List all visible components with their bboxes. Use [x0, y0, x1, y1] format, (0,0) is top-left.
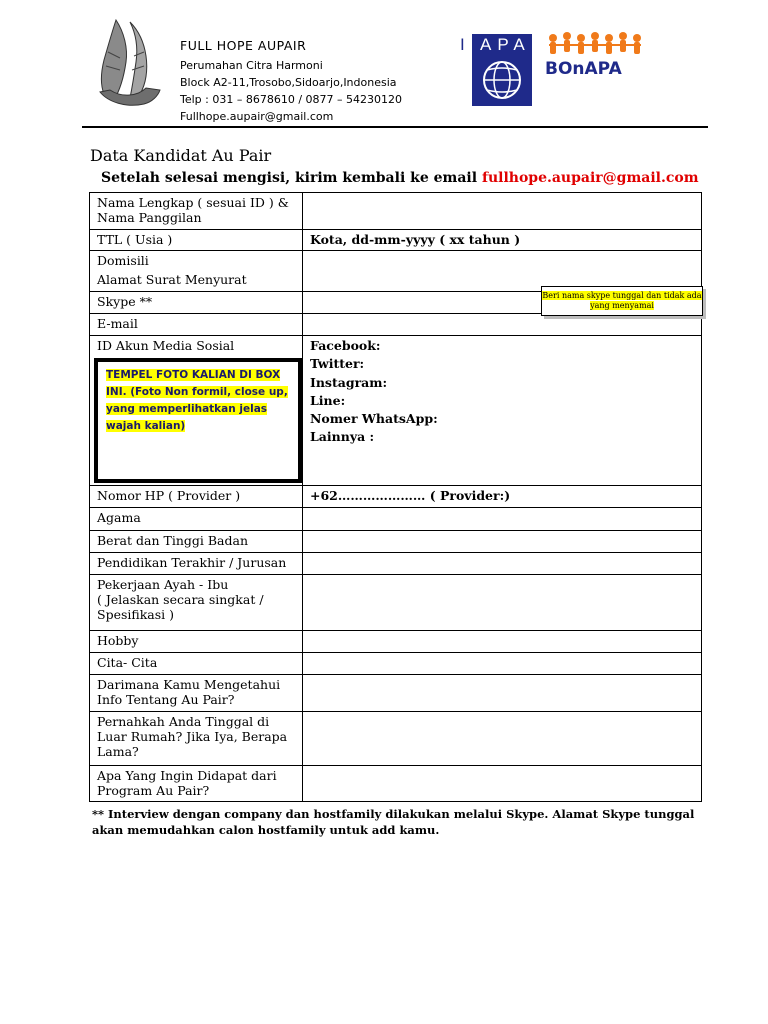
- sosmed-label: ID Akun Media Sosial: [90, 336, 303, 486]
- nama-value[interactable]: [303, 193, 702, 230]
- hobby-label: Hobby: [90, 631, 303, 653]
- nama-label: Nama Lengkap ( sesuai ID ) & Nama Panggilan: [90, 193, 303, 230]
- praying-hands-icon: [86, 12, 164, 112]
- instruction-text: Setelah selesai mengisi, kirim kembali ke email: [101, 170, 482, 186]
- table-row: [90, 766, 702, 802]
- harapan-label: Apa Yang Ingin Didapat dari Program Au Pair?: [90, 766, 303, 802]
- tinggal-label: Pernahkah Anda Tinggal di Luar Rumah? Jika Iya, Berapa Lama?: [90, 712, 303, 766]
- table-row: [90, 193, 702, 230]
- email-value[interactable]: [303, 314, 702, 336]
- agama-value[interactable]: [303, 508, 702, 531]
- table-row: [90, 712, 702, 766]
- email-label: E-mail: [90, 314, 303, 336]
- skype-note-text: Beri nama skype tunggal dan tidak ada yang menyamai: [542, 291, 702, 310]
- email-line: Fullhope.aupair@gmail.com: [180, 110, 334, 123]
- iapa-letters: APA: [480, 35, 531, 54]
- people-chain-icon: [549, 32, 641, 54]
- tinggal-value[interactable]: [303, 712, 702, 766]
- footnote: ** Interview dengan company dan hostfamily dilakukan melalui Skype. Alamat Skype tunggal akan memudahkan calon hostfamily untuk add kamu.: [92, 807, 695, 837]
- header-divider: [82, 126, 708, 128]
- phone-line: Telp : 031 – 8678610 / 0877 – 54230120: [180, 93, 403, 106]
- pendidikan-label: Pendidikan Terakhir / Jurusan: [90, 553, 303, 575]
- alamat-label: Alamat Surat Menyurat: [97, 272, 247, 287]
- table-row: [90, 675, 702, 712]
- table-row: [90, 230, 702, 251]
- skype-note-callout: [541, 286, 703, 316]
- table-row: [90, 531, 702, 553]
- photo-box-text: TEMPEL FOTO KALIAN DI BOX INI. (Foto Non formil, close up, yang memperlihatkan jelas wajah kalian): [106, 369, 288, 432]
- berat-label: Berat dan Tinggi Badan: [90, 531, 303, 553]
- table-row: [90, 631, 702, 653]
- table-row: [90, 575, 702, 631]
- instagram-label: Instagram:: [310, 374, 388, 390]
- berat-value[interactable]: [303, 531, 702, 553]
- line-label: Line:: [310, 392, 346, 408]
- instruction-line: [101, 170, 699, 186]
- pekerjaan-sublabel: ( Jelaskan secara singkat / Spesifikasi ): [97, 592, 264, 622]
- darimana-label: Darimana Kamu Mengetahui Info Tentang Au Pair?: [90, 675, 303, 712]
- globe-icon: [484, 62, 520, 98]
- table-row: [90, 653, 702, 675]
- iapa-letter-i: I: [460, 35, 465, 54]
- company-info: [180, 38, 402, 125]
- pekerjaan-cell: [90, 575, 303, 631]
- table-row: [90, 314, 702, 336]
- harapan-value[interactable]: [303, 766, 702, 802]
- twitter-label: Twitter:: [310, 356, 365, 372]
- company-name: FULL HOPE AUPAIR: [180, 38, 307, 53]
- address-line-1: Perumahan Citra Harmoni: [180, 59, 323, 72]
- pendidikan-value[interactable]: [303, 553, 702, 575]
- whatsapp-label: Nomer WhatsApp:: [310, 411, 438, 427]
- table-row: [90, 508, 702, 531]
- page-title: Data Kandidat Au Pair: [90, 146, 272, 165]
- candidate-form-table: [89, 192, 702, 802]
- iapa-logo: [458, 26, 540, 106]
- pekerjaan-value[interactable]: [303, 575, 702, 631]
- agama-label: Agama: [90, 508, 303, 531]
- table-row: [90, 486, 702, 508]
- hp-value[interactable]: +62………………… ( Provider:): [303, 486, 702, 508]
- address-line-2: Block A2-11,Trosobo,Sidoarjo,Indonesia: [180, 76, 397, 89]
- domisili-label: Domisili: [97, 253, 149, 268]
- lainnya-label: Lainnya :: [310, 429, 375, 445]
- pekerjaan-label: Pekerjaan Ayah - Ibu: [97, 577, 229, 592]
- instruction-email: fullhope.aupair@gmail.com: [481, 170, 699, 186]
- bonapa-wordmark: BOnAPA: [545, 59, 622, 79]
- bonapa-logo: [543, 30, 655, 80]
- ttl-value[interactable]: Kota, dd-mm-yyyy ( xx tahun ): [303, 230, 702, 251]
- skype-label: Skype **: [90, 292, 303, 314]
- hp-label: Nomor HP ( Provider ): [90, 486, 303, 508]
- cita-label: Cita- Cita: [90, 653, 303, 675]
- ttl-label: TTL ( Usia ): [90, 230, 303, 251]
- darimana-value[interactable]: [303, 675, 702, 712]
- photo-box[interactable]: [94, 358, 302, 483]
- table-row: [90, 553, 702, 575]
- cita-value[interactable]: [303, 653, 702, 675]
- facebook-label: Facebook:: [310, 338, 381, 353]
- hobby-value[interactable]: [303, 631, 702, 653]
- sosmed-values[interactable]: [303, 336, 702, 486]
- domisili-cell: [90, 251, 303, 292]
